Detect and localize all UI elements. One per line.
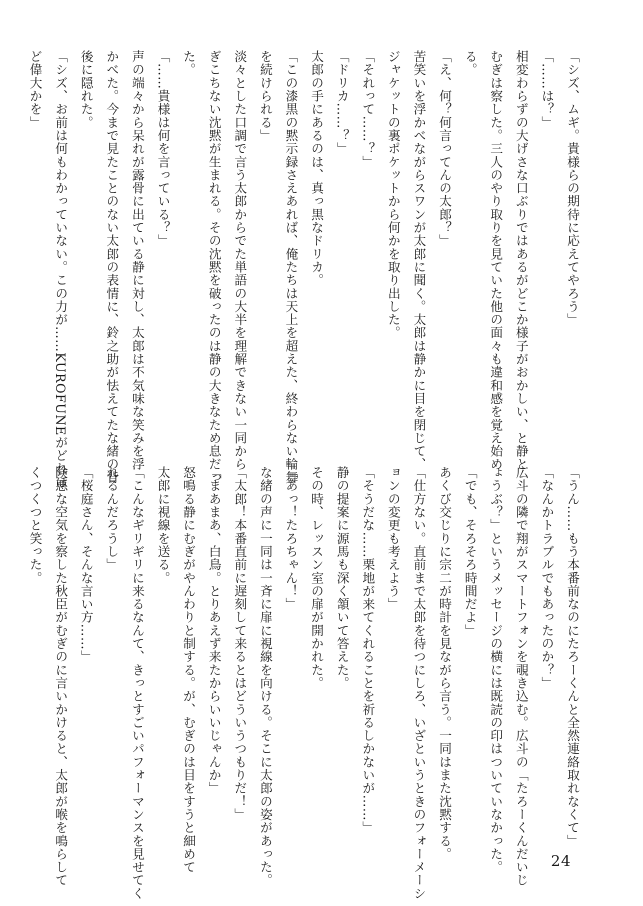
- text-line: 広斗の隣で翔がスマートフォンを覗き込む。広斗の「たろーくんだいじ: [513, 466, 529, 887]
- text-line: 「そうだな……栗地が来てくれることを祈るしかないが……」: [360, 466, 376, 835]
- text-line: 怒鳴る静にむぎがやんわりと制する。が、むぎのは目をすうと細めて: [181, 466, 197, 874]
- text-line: ぎこちない沈黙が生まれる。その沈黙を破ったのは静の大きなため息だっ: [206, 50, 222, 484]
- text-line: むぎは察した。三人のやり取りを見ていた他の面々も違和感を覚え始め: [488, 50, 504, 471]
- text-line: くつくつと笑った。: [27, 466, 43, 585]
- text-line: 「ドリカ……？」: [334, 50, 350, 156]
- page-number: 24: [550, 852, 571, 870]
- text-line: 「仕方ない。直前まで太郎を待つにしろ、いざというときのフォーメーシ: [411, 466, 427, 900]
- text-line: 「なんかトラブルでもあったのか？」: [539, 466, 555, 690]
- text-line: る。: [462, 50, 478, 77]
- text-line: あくび交じりに宗二が時計を見ながら言う。一同はまた沈黙する。: [437, 466, 453, 861]
- text-line: 太郎に視線を送る。: [155, 466, 171, 585]
- text-line: 静の提案に源馬も深く頷いて答えた。: [334, 466, 350, 690]
- text-line: 「……貴様は何を言っている？」: [155, 50, 171, 248]
- text-line: 相変わらずの大げさな口ぶりではあるがどこか様子がおかしい、と静と: [513, 50, 529, 471]
- text-line: ョンの変更も考えよう」: [385, 466, 401, 611]
- text-line: かべた。今まで見たことのない太郎の表情に、鈴之助が怯えてたな緒の背: [104, 50, 120, 484]
- text-line: 声の端々から呆れが露骨に出ている静に対し、太郎は不気味な笑みを浮: [129, 50, 145, 471]
- text-line: 「こんなギリギリに来るなんて、きっとすごいパフォーマンスを見せてく: [129, 466, 145, 900]
- text-line: た。: [181, 50, 197, 77]
- text-line: 険悪な空気を察した秋臣がむぎのに言いかけると、太郎が喉を鳴らして: [53, 466, 69, 887]
- text-line: 太郎の手にあるのは、真っ黒なドリカ。: [309, 50, 325, 287]
- text-line: 「……は？」: [539, 50, 555, 129]
- text-line: 「この漆黒の黙示録さえあれば、俺たちは天上を超えた、終わらない輪舞: [283, 50, 299, 484]
- text-line: 「でも、そろそろ時間だよ」: [462, 466, 478, 637]
- text-line: 「え、何？何言ってんの太郎？」: [437, 50, 453, 248]
- text-line: 「シズ、お前は何もわかっていない。この力が……KUROFUNEがどれほ: [53, 50, 69, 489]
- text-line: ょうぶ？」というメッセージの横には既読の印はついていなかった。: [488, 466, 504, 874]
- text-line: ジャケットの裏ポケットから何かを取り出した。: [385, 50, 401, 340]
- text-line: 「あっ！たろちゃん！」: [283, 466, 299, 611]
- text-line: 「太郎！本番直前に遅刻して来るとはどういうつもりだ！」: [232, 466, 248, 822]
- text-line: 「桜庭さん、そんな言い方……」: [78, 466, 94, 664]
- upper-text-tier: [27, 50, 585, 489]
- text-line: 後に隠れた。: [78, 50, 94, 129]
- text-line: 「それって……？」: [360, 50, 376, 169]
- text-line: その時、レッスン室の扉が開かれた。: [309, 466, 325, 690]
- text-line: れるんだろうし」: [104, 466, 120, 572]
- text-line: を続けられる」: [257, 50, 273, 143]
- text-line: 「うん……もう本番前なのにたろーくんと全然連絡取れなくて」: [565, 466, 580, 848]
- text-line: ど偉大かを」: [27, 50, 43, 129]
- text-line: 「シズ、ムギ。貴様らの期待に応えてやろう」: [565, 50, 580, 327]
- text-line: な緒の声に一同は一斉に扉に視線を向ける。そこに太郎の姿があった。: [257, 466, 273, 887]
- text-line: 淡々とした口調で言う太郎からでた単語の大半を理解できない一同から: [232, 50, 248, 471]
- text-line: 苦笑いを浮かべながらスワンが太郎に聞く。太郎は静かに目を閉じて、: [411, 50, 427, 471]
- text-line: 「まあまあ、白鳥。とりあえず来たからいいじゃんか」: [206, 466, 222, 795]
